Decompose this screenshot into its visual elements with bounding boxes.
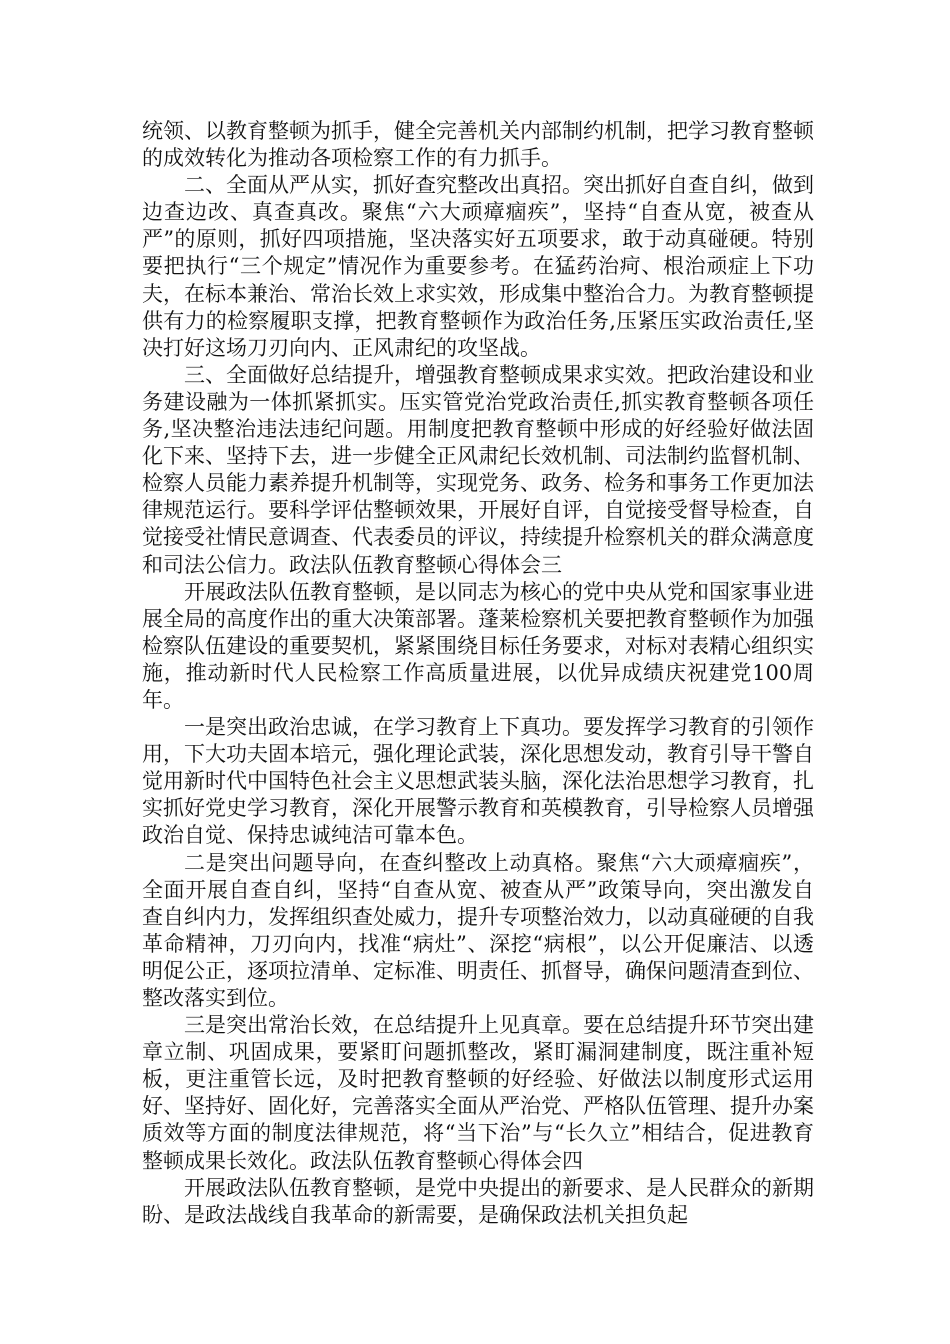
paragraph-8: 开展政法队伍教育整顿，是党中央提出的新要求、是人民群众的新期盼、是政法战线自我革命的新需要，是确保政法机关担负起	[142, 1175, 814, 1227]
paragraph-4: 开展政法队伍教育整顿，是以同志为核心的党中央从党和国家事业进展全局的高度作出的重大决策部署。蓬莱检察机关要把教育整顿作为加强检察队伍建设的重要契机，紧紧围绕目标任务要求，对标对表精心组织实施，推动新时代人民检察工作高质量进展，以优异成绩庆祝建党100周年。	[142, 579, 814, 712]
paragraph-5: 一是突出政治忠诚，在学习教育上下真功。要发挥学习教育的引领作用，下大功夫固本培元，强化理论武装，深化思想发动，教育引导干警自觉用新时代中国特色社会主义思想武装头脑，深化法治思想学习教育，扎实抓好党史学习教育，深化开展警示教育和英模教育，引导检察人员增强政治自觉、保持忠诚纯洁可靠本色。	[142, 715, 814, 848]
paragraph-3: 三、全面做好总结提升，增强教育整顿成果求实效。把政治建设和业务建设融为一体抓紧抓实。压实管党治党政治责任,抓实教育整顿各项任务,坚决整治违法违纪问题。用制度把教育整顿中形成的好经验好做法固化下来、坚持下去，进一步健全正风肃纪长效机制、司法制约监督机制、检察人员能力素养提升机制等，实现党务、政务、检务和事务工作更加法律规范运行。要科学评估整顿效果，开展好自评，自觉接受督导检查，自觉接受社情民意调查、代表委员的评议，持续提升检察机关的群众满意度和司法公信力。政法队伍教育整顿心得体会三	[142, 362, 814, 577]
paragraph-6: 二是突出问题导向，在查纠整改上动真格。聚焦“六大顽瘴痼疾”，全面开展自查自纠，坚持“自查从宽、被查从严”政策导向，突出激发自查自纠内力，发挥组织查处威力，提升专项整治效力，以动真碰硬的自我革命精神，刀刃向内，找准“病灶”、深挖“病根”，以公开促廉洁、以透明促公正，逐项拉清单、定标准、明责任、抓督导，确保问题清查到位、整改落实到位。	[142, 850, 814, 1010]
paragraph-1: 统领、以教育整顿为抓手，健全完善机关内部制约机制，把学习教育整顿的成效转化为推动各项检察工作的有力抓手。	[142, 119, 814, 171]
paragraph-7: 三是突出常治长效，在总结提升上见真章。要在总结提升环节突出建章立制、巩固成果，要紧盯问题抓整改，紧盯漏洞建制度，既注重补短板，更注重管长远，及时把教育整顿的好经验、好做法以制度形式运用好、坚持好、固化好，完善落实全面从严治党、严格队伍管理、提升办案质效等方面的制度法律规范，将“当下治”与“长久立”相结合，促进教育整顿成果长效化。政法队伍教育整顿心得体会四	[142, 1013, 814, 1173]
document-page	[142, 118, 814, 1229]
paragraph-2: 二、全面从严从实，抓好查究整改出真招。突出抓好自查自纠，做到边查边改、真查真改。聚焦“六大顽瘴痼疾”，坚持“自查从宽，被查从严”的原则，抓好四项措施，坚决落实好五项要求，敢于动真碰硬。特别要把执行“三个规定”情况作为重要参考。在猛药治疴、根治顽症上下功夫，在标本兼治、常治长效上求实效，形成集中整治合力。为教育整顿提供有力的检察履职支撑，把教育整顿作为政治任务,压紧压实政治责任,坚决打好这场刀刃向内、正风肃纪的攻坚战。	[142, 173, 814, 360]
